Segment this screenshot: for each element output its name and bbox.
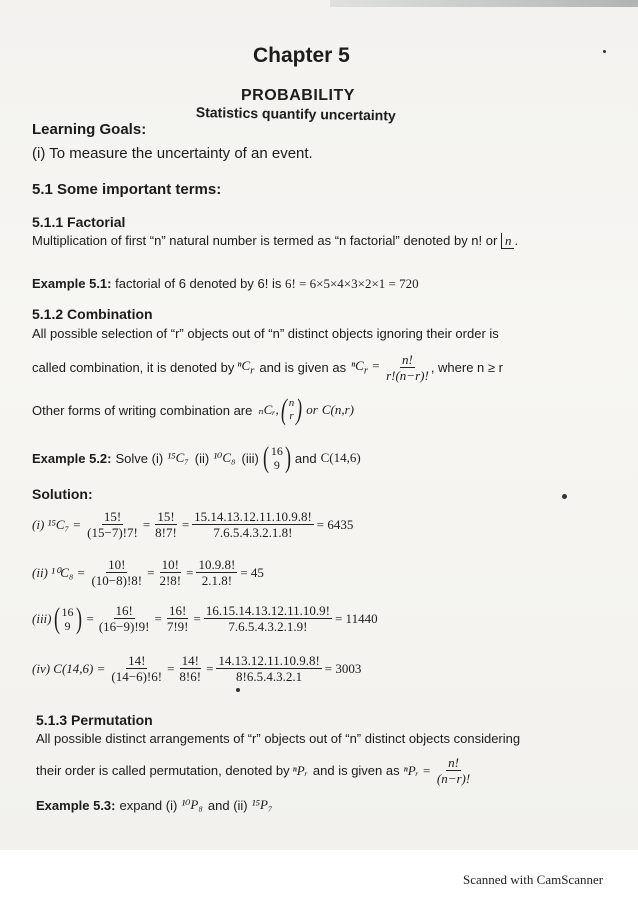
example-5-2-label: Example 5.2: bbox=[32, 450, 112, 466]
example-5-1-text: factorial of 6 denoted by 6! is bbox=[115, 276, 282, 291]
example-5-1-label: Example 5.1: bbox=[32, 276, 112, 291]
denominator: (14−6)!6! bbox=[111, 669, 163, 684]
denominator: 8!6! bbox=[179, 669, 202, 684]
other-form-a: ₙCᵣ, bbox=[258, 402, 279, 417]
example-5-3-and: and (ii) bbox=[207, 797, 248, 813]
section-heading-combination: 5.1.2 Combination bbox=[32, 306, 153, 322]
learning-goal-item: (i) To measure the uncertainty of an event. bbox=[32, 145, 313, 162]
solution-ii-frac1 bbox=[89, 557, 144, 588]
combination-denominator: r!(n−r)! bbox=[386, 368, 429, 383]
factorial-text: Multiplication of first “n” natural number is termed as “n factorial” denoted by n! or bbox=[32, 233, 498, 248]
numerator: 16! bbox=[115, 603, 133, 618]
combination-fraction bbox=[384, 352, 431, 383]
example-5-1 bbox=[32, 276, 419, 292]
example-5-2-iii: (iii) bbox=[241, 450, 259, 466]
solution-iv-frac1 bbox=[109, 653, 164, 684]
example-5-2 bbox=[32, 443, 361, 473]
binomial-bottom: r bbox=[289, 410, 294, 422]
binomial-top: 16 bbox=[61, 604, 74, 619]
combination-formula-lhs: ⁿC$_r$ = bbox=[351, 358, 381, 377]
numerator: 10.9.8! bbox=[198, 557, 236, 572]
scan-speck bbox=[603, 50, 606, 53]
numerator: 16.15.14.13.12.11.10.9! bbox=[205, 603, 330, 618]
other-forms-text: Other forms of writing combination are bbox=[32, 402, 253, 418]
permutation-denominator: (n−r)! bbox=[436, 771, 471, 786]
permutation-numerator: n! bbox=[448, 755, 459, 770]
denominator: 8!6.5.4.3.2.1 bbox=[236, 669, 303, 684]
solution-i-result: = 6435 bbox=[316, 516, 354, 532]
solution-ii-frac3 bbox=[196, 557, 237, 588]
combination-lhs-text: ⁿC bbox=[351, 358, 364, 374]
right-paren: ) bbox=[296, 393, 303, 426]
numerator: 15.14.13.12.11.10.9.8! bbox=[194, 509, 312, 524]
factorial-definition bbox=[32, 233, 518, 249]
chapter-title: Chapter 5 bbox=[253, 44, 350, 67]
scan-speck bbox=[562, 494, 567, 499]
combination-numerator: n! bbox=[402, 352, 413, 367]
binomial-bottom: 9 bbox=[273, 458, 280, 472]
solution-iii-result: = 11440 bbox=[334, 610, 378, 626]
solution-ii: (ii) ¹⁰C₈ = $\frac{10!}{(10-8)!8!}$ = $\frac{10!}{2!8!}$ = $\frac{10.9.8!}{2.1.8!}$ = 45 bbox=[32, 557, 264, 588]
left-paren: ( bbox=[262, 441, 269, 474]
combination-given-as: and is given as bbox=[259, 360, 347, 375]
numerator: 15! bbox=[103, 509, 122, 524]
solution-iv-frac3 bbox=[216, 653, 321, 684]
permutation-given-as: and is given as bbox=[312, 763, 400, 778]
denominator: 7.6.5.4.3.2.1.8! bbox=[213, 525, 293, 540]
solution-ii-frac2 bbox=[157, 557, 183, 588]
numerator: 14.13.12.11.10.9.8! bbox=[218, 653, 320, 668]
numerator: 14! bbox=[181, 653, 199, 668]
solution-ii-lhs: (ii) ¹⁰C₈ = bbox=[32, 564, 86, 580]
binomial-notation bbox=[279, 395, 305, 425]
solution-iii: (iii) ( 16 9 ) = $\frac{16!}{(16-9)!9!}$ = $\frac{16!}{7!9!}$ = $\frac{16.15.14.13.12.11.10.9!}{7.6.5.4.3.2.1.9!}$ = 11440 bbox=[32, 601, 378, 635]
solution-iv-lhs: (iv) C(14,6) = bbox=[32, 660, 106, 676]
example-5-2-d: C(14,6) bbox=[320, 450, 361, 465]
solution-iv: (iv) C(14,6) = $\frac{14!}{(14-6)!6!}$ = $\frac{14!}{8!6!}$ = $\frac{14.13.12.11.10.9.8!}{8!6.5.4.3.2.1}$ = 3003 bbox=[32, 653, 362, 684]
example-5-3-label: Example 5.3: bbox=[36, 797, 116, 813]
example-5-2-b: ¹⁰C₈ bbox=[213, 450, 236, 465]
scan-edge bbox=[330, 0, 638, 7]
denominator: 7.6.5.4.3.2.1.9! bbox=[228, 619, 308, 634]
solution-i: (i) ¹⁵C₇ = $\frac{15!}{(15-7)!7!}$ = $\frac{15!}{8!7!}$ = $\frac{15.14.13.12.11.10.9.8!}{7.6.5.4.3.2.1.8!}$ = 6435 bbox=[32, 509, 354, 540]
right-paren: ) bbox=[284, 441, 291, 474]
solution-i-frac1 bbox=[85, 509, 140, 540]
binomial-top: 16 bbox=[270, 444, 283, 458]
example-5-3-b: ¹⁵P₇ bbox=[251, 797, 273, 812]
example-5-2-and: and bbox=[294, 450, 317, 466]
left-paren: ( bbox=[53, 601, 60, 635]
solution-iii-frac1 bbox=[97, 603, 152, 634]
binomial-bottom: 9 bbox=[64, 618, 71, 633]
permutation-fraction bbox=[435, 755, 472, 786]
factorial-symbol: n bbox=[501, 233, 515, 249]
solution-iii-frac3 bbox=[204, 603, 332, 634]
solution-iii-binomial bbox=[52, 601, 84, 635]
example-5-3 bbox=[36, 797, 273, 813]
section-heading-permutation: 5.1.3 Permutation bbox=[36, 712, 153, 728]
other-form-c: C(n,r) bbox=[321, 402, 354, 417]
combination-text: called combination, it is denoted by bbox=[32, 360, 235, 375]
numerator: 16! bbox=[169, 603, 187, 618]
combination-condition: , where n ≥ r bbox=[430, 360, 503, 375]
section-heading-factorial: 5.1.1 Factorial bbox=[32, 214, 126, 230]
denominator: (10−8)!8! bbox=[91, 573, 143, 588]
permutation-formula-lhs: ⁿPᵣ = bbox=[403, 762, 431, 778]
example-5-2-text: Solve (i) bbox=[115, 450, 164, 466]
other-form-or: or bbox=[306, 402, 318, 417]
denominator: 2.1.8! bbox=[201, 573, 233, 588]
denominator: (16−9)!9! bbox=[98, 619, 150, 634]
example-5-3-a: ¹⁰P₈ bbox=[181, 797, 203, 812]
scanner-watermark: Scanned with CamScanner bbox=[463, 872, 604, 887]
solution-i-frac2 bbox=[153, 509, 179, 540]
combination-symbol bbox=[237, 358, 254, 377]
solution-iv-frac2 bbox=[177, 653, 203, 684]
factorial-end: . bbox=[514, 233, 519, 248]
binomial-stack bbox=[289, 397, 295, 423]
combination-symbol-text: ⁿC bbox=[237, 358, 251, 374]
combination-definition-line2 bbox=[32, 352, 503, 383]
solution-i-lhs: (i) ¹⁵C₇ = bbox=[32, 516, 82, 532]
combination-lhs-sub: r bbox=[363, 364, 369, 377]
left-paren: ( bbox=[280, 393, 287, 426]
section-heading-5-1: 5.1 Some important terms: bbox=[32, 181, 222, 198]
solution-heading: Solution: bbox=[32, 486, 93, 502]
example-5-2-binomial bbox=[261, 443, 293, 473]
example-5-2-ii: (ii) bbox=[194, 450, 210, 466]
binomial-stack bbox=[271, 444, 283, 472]
numerator: 10! bbox=[161, 557, 179, 572]
permutation-symbol: ⁿPᵣ bbox=[292, 762, 308, 778]
solution-iii-frac2 bbox=[165, 603, 191, 634]
denominator: (15−7)!7! bbox=[87, 525, 138, 540]
example-5-3-text: expand (i) bbox=[119, 797, 178, 813]
right-paren: ) bbox=[75, 601, 82, 635]
solution-ii-result: = 45 bbox=[240, 564, 264, 580]
page-subtitle: Statistics quantify uncertainty bbox=[195, 104, 396, 124]
permutation-text: their order is called permutation, denoted by bbox=[36, 763, 290, 778]
solution-iii-lhs: (iii) bbox=[32, 610, 52, 626]
scan-speck bbox=[236, 688, 240, 692]
page-title: PROBABILITY bbox=[241, 87, 355, 104]
combination-other-forms bbox=[32, 395, 354, 425]
solution-i-frac3 bbox=[192, 509, 314, 540]
solution-iv-result: = 3003 bbox=[324, 660, 362, 676]
denominator: 7!9! bbox=[166, 619, 189, 634]
learning-goals-heading: Learning Goals: bbox=[32, 121, 147, 138]
combination-symbol-sub: r bbox=[250, 364, 255, 377]
binomial-top: n bbox=[288, 397, 295, 409]
numerator: 15! bbox=[157, 509, 175, 524]
binomial-stack bbox=[62, 605, 74, 633]
numerator: 10! bbox=[108, 557, 126, 572]
example-5-1-equation: 6! = 6×5×4×3×2×1 = 720 bbox=[284, 276, 419, 291]
combination-definition-line1: All possible selection of “r” objects out of “n” distinct objects ignoring their order is bbox=[32, 326, 499, 341]
denominator: 8!7! bbox=[155, 525, 177, 540]
example-5-2-a: ¹⁵C₇ bbox=[167, 450, 189, 465]
permutation-definition-line2 bbox=[36, 755, 472, 786]
permutation-definition-line1: All possible distinct arrangements of “r” objects out of “n” distinct objects considering bbox=[36, 731, 521, 746]
denominator: 2!8! bbox=[159, 573, 182, 588]
numerator: 14! bbox=[128, 653, 146, 668]
